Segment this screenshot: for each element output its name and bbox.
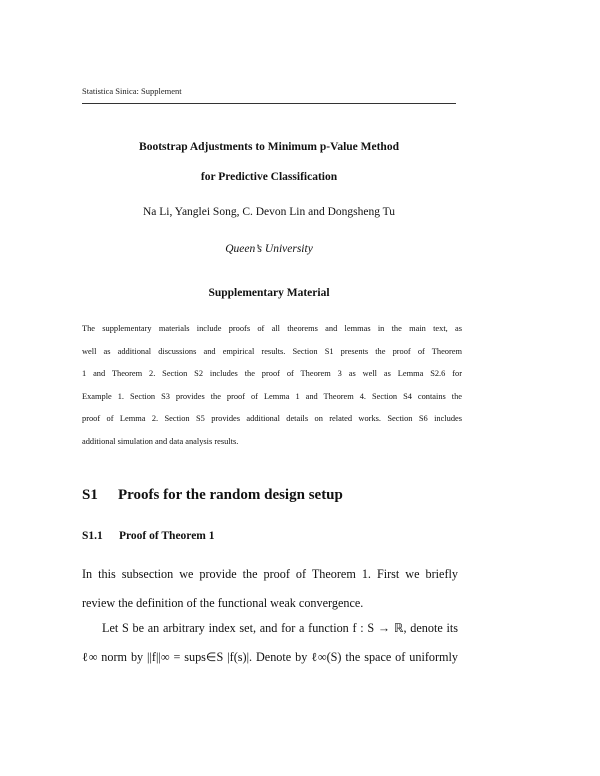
body-line: review the definition of the functional weak convergence. xyxy=(82,596,364,610)
subsection-title: Proof of Theorem 1 xyxy=(119,530,215,542)
paper-title-line-2: for Predictive Classification xyxy=(200,171,338,183)
abstract-line: The supplementary materials include proofs of all theorems and lemmas in the main text, as xyxy=(82,324,462,333)
subsection-number: S1.1 xyxy=(82,530,103,542)
abstract-line: Example 1. Section S3 provides the proof of Lemma 1 and Theorem 4. Section S4 contains the xyxy=(82,391,462,401)
author-list: Na Li, Yanglei Song, C. Devon Lin and Dongsheng Tu xyxy=(142,206,396,218)
abstract-line: well as additional discussions and empirical results. Section S1 presents the proof of Theorem xyxy=(82,346,462,356)
body-paragraph-2 xyxy=(82,620,458,678)
section-number: S1 xyxy=(82,487,98,503)
affiliation: Queen’s University xyxy=(225,243,313,255)
abstract-line: 1 and Theorem 2. Section S2 includes the proof of Theorem 3 as well as Lemma S2.6 for xyxy=(82,369,462,378)
abstract-line: proof of Lemma 2. Section S5 provides additional details on related works. Section S6 includes xyxy=(82,414,462,423)
body-line: ℓ∞ norm by ||f||∞ = sups∈S |f(s)|. Denote by ℓ∞(S) the space of uniformly xyxy=(82,650,458,664)
supplementary-heading: Supplementary Material xyxy=(208,287,330,299)
body-line: In this subsection we provide the proof of Theorem 1. First we briefly xyxy=(82,567,458,581)
subsection-heading xyxy=(82,530,215,542)
section-heading xyxy=(82,487,343,504)
paper-title-line-1: Bootstrap Adjustments to Minimum p-Value Method xyxy=(139,141,399,153)
header-rule xyxy=(82,103,456,104)
abstract-paragraph xyxy=(82,318,462,453)
abstract-line: additional simulation and data analysis results. xyxy=(82,436,239,446)
body-paragraph-1 xyxy=(82,566,458,624)
running-head: Statistica Sinica: Supplement xyxy=(82,86,182,96)
body-line: Let S be an arbitrary index set, and for a function f : S → ℝ, denote its xyxy=(102,621,458,635)
section-title: Proofs for the random design setup xyxy=(118,487,343,503)
